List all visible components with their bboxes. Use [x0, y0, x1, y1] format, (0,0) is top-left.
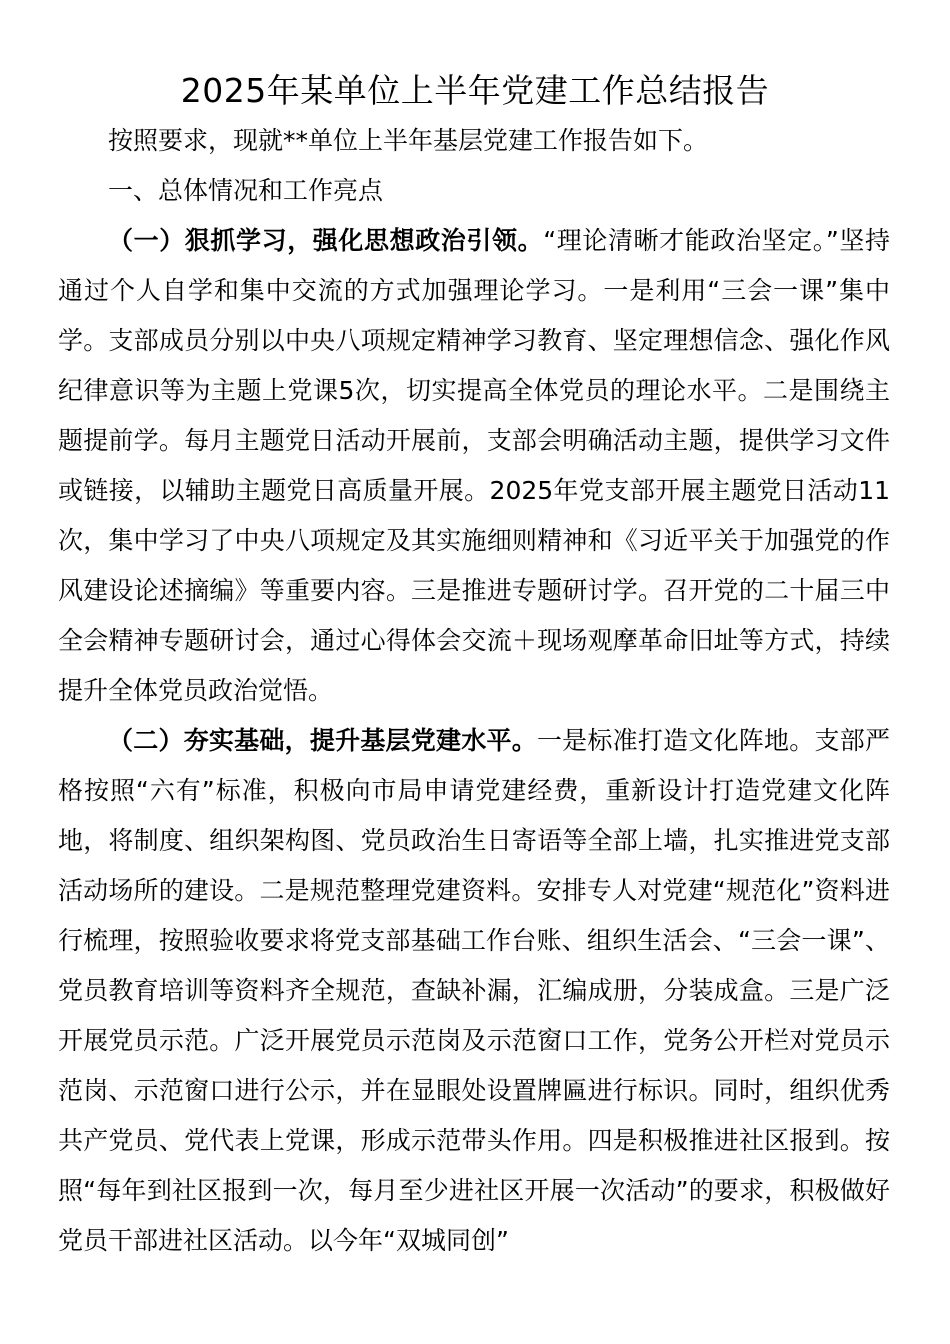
part-1-text: “理论清晰才能政治坚定。”坚持通过个人自学和集中交流的方式加强理论学习。一是利用“三会一课”集中学。支部成员分别以中央八项规定精神学习教育、坚定理想信念、强化作风纪律意识等为主题上党课5次，切实提高全体党员的理论水平。二是围绕主题提前学。每月主题党日活动开展前，支部会明确活动主题，提供学习文件或链接，以辅助主题党日高质量开展。2025年党支部开展主题党日活动11次，集中学习了中央八项规定及其实施细则精神和《习近平关于加强党的作风建设论述摘编》等重要内容。三是推进专题研讨学。召开党的二十届三中全会精神专题研讨会，通过心得体会交流＋现场观摩革命旧址等方式，持续提升全体党员政治觉悟。 — [58, 226, 890, 705]
document-title: 2025年某单位上半年党建工作总结报告 — [180, 71, 770, 110]
part-2-lead: （二）夯实基础，提升基层党建水平。 — [108, 726, 537, 755]
section-heading: 一、总体情况和工作亮点 — [108, 176, 384, 205]
intro-paragraph: 按照要求，现就**单位上半年基层党建工作报告如下。 — [108, 126, 709, 155]
part-2-text: 一是标准打造文化阵地。支部严格按照“六有”标准，积极向市局申请党建经费，重新设计打造党建文化阵地，将制度、组织架构图、党员政治生日寄语等全部上墙，扎实推进党支部活动场所的建设。二是规范整理党建资料。安排专人对党建“规范化”资料进行梳理，按照验收要求将党支部基础工作台账、组织生活会、“三会一课”、党员教育培训等资料齐全规范，查缺补漏，汇编成册，分装成盒。三是广泛开展党员示范。广泛开展党员示范岗及示范窗口工作，党务公开栏对党员示范岗、示范窗口进行公示，并在显眼处设置牌匾进行标识。同时，组织优秀共产党员、党代表上党课，形成示范带头作用。四是积极推进社区报到。按照“每年到社区报到一次，每月至少进社区开展一次活动”的要求，积极做好党员干部进社区活动。以今年“双城同创” — [58, 726, 891, 1255]
document-body — [58, 116, 890, 1266]
paragraph-part-2 — [58, 716, 890, 1266]
paragraph-part-1 — [58, 216, 890, 716]
part-1-lead: （一）狠抓学习，强化思想政治引领。 — [108, 226, 544, 255]
